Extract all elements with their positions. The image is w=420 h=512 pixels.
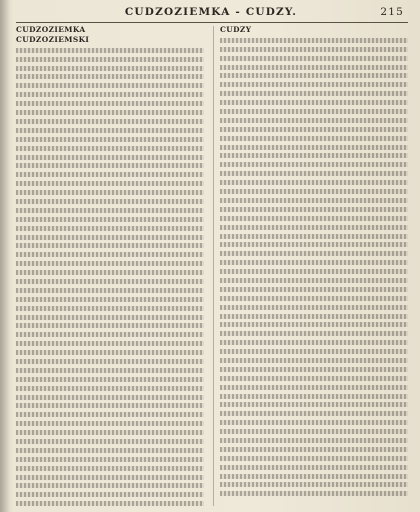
illegible-line xyxy=(16,410,204,419)
illegible-line xyxy=(220,374,408,383)
illegible-line xyxy=(220,196,408,205)
illegible-line xyxy=(16,490,204,499)
illegible-line xyxy=(220,80,408,89)
illegible-line xyxy=(220,143,408,152)
illegible-line xyxy=(16,46,204,55)
header-rule xyxy=(16,22,408,23)
illegible-line xyxy=(220,71,408,80)
illegible-line xyxy=(16,321,204,330)
illegible-line xyxy=(16,286,204,295)
illegible-line xyxy=(16,241,204,250)
illegible-line xyxy=(16,126,204,135)
illegible-line xyxy=(220,249,408,258)
illegible-line xyxy=(16,72,204,81)
illegible-line xyxy=(220,400,408,409)
illegible-line xyxy=(16,401,204,410)
illegible-line xyxy=(220,45,408,54)
illegible-line xyxy=(16,428,204,437)
illegible-line xyxy=(220,383,408,392)
illegible-line xyxy=(220,489,408,498)
illegible-line xyxy=(16,481,204,490)
illegible-line xyxy=(16,313,204,322)
illegible-line xyxy=(220,480,408,489)
running-head xyxy=(16,6,408,22)
illegible-line xyxy=(16,419,204,428)
illegible-body-text xyxy=(16,46,204,506)
illegible-line xyxy=(220,418,408,427)
illegible-line xyxy=(16,295,204,304)
illegible-line xyxy=(220,151,408,160)
illegible-line xyxy=(220,134,408,143)
illegible-line xyxy=(220,445,408,454)
illegible-line xyxy=(220,285,408,294)
illegible-line xyxy=(16,153,204,162)
illegible-line xyxy=(16,339,204,348)
illegible-line xyxy=(220,63,408,72)
illegible-line xyxy=(16,473,204,482)
illegible-line xyxy=(220,116,408,125)
illegible-line xyxy=(220,54,408,63)
illegible-line xyxy=(220,454,408,463)
illegible-line xyxy=(220,312,408,321)
illegible-line xyxy=(220,267,408,276)
illegible-line xyxy=(16,188,204,197)
entry-headword: CUDZY xyxy=(220,26,252,34)
illegible-line xyxy=(16,277,204,286)
illegible-line xyxy=(16,99,204,108)
gutter-shadow xyxy=(0,0,10,512)
illegible-line xyxy=(16,224,204,233)
illegible-line xyxy=(220,232,408,241)
illegible-line xyxy=(220,125,408,134)
illegible-line xyxy=(16,81,204,90)
illegible-line xyxy=(220,436,408,445)
illegible-line xyxy=(220,472,408,481)
illegible-line xyxy=(16,161,204,170)
illegible-line xyxy=(220,409,408,418)
illegible-line xyxy=(16,90,204,99)
illegible-line xyxy=(16,233,204,242)
illegible-line xyxy=(16,464,204,473)
illegible-line xyxy=(220,214,408,223)
illegible-line xyxy=(16,206,204,215)
illegible-line xyxy=(16,215,204,224)
illegible-line xyxy=(220,338,408,347)
running-title: CUDZOZIEMKA - CUDZY. xyxy=(124,6,298,18)
illegible-line xyxy=(16,144,204,153)
illegible-line xyxy=(220,320,408,329)
illegible-line xyxy=(220,89,408,98)
illegible-line xyxy=(16,455,204,464)
illegible-line xyxy=(16,250,204,259)
illegible-line xyxy=(16,393,204,402)
illegible-line xyxy=(16,268,204,277)
illegible-line xyxy=(220,294,408,303)
illegible-line xyxy=(220,303,408,312)
illegible-line xyxy=(220,107,408,116)
illegible-line xyxy=(220,365,408,374)
illegible-line xyxy=(220,392,408,401)
illegible-line xyxy=(220,223,408,232)
illegible-line xyxy=(16,197,204,206)
column-left xyxy=(16,26,204,506)
illegible-line xyxy=(16,330,204,339)
illegible-line xyxy=(16,179,204,188)
illegible-line xyxy=(16,357,204,366)
illegible-line xyxy=(220,178,408,187)
illegible-body-text xyxy=(220,36,408,498)
illegible-line xyxy=(16,384,204,393)
illegible-line xyxy=(220,205,408,214)
illegible-line xyxy=(16,64,204,73)
illegible-line xyxy=(16,117,204,126)
illegible-line xyxy=(16,375,204,384)
illegible-line xyxy=(220,329,408,338)
text-columns xyxy=(16,26,408,506)
illegible-line xyxy=(220,463,408,472)
entry-headword: CUDZOZIEMSKI xyxy=(16,34,90,44)
illegible-line xyxy=(16,499,204,506)
dictionary-entry xyxy=(220,26,408,35)
illegible-line xyxy=(220,347,408,356)
dictionary-entry xyxy=(16,26,204,35)
page-number: 215 xyxy=(380,6,404,18)
illegible-line xyxy=(220,258,408,267)
illegible-line xyxy=(220,36,408,45)
illegible-line xyxy=(16,304,204,313)
illegible-line xyxy=(220,276,408,285)
illegible-line xyxy=(16,348,204,357)
illegible-line xyxy=(16,55,204,64)
illegible-line xyxy=(16,135,204,144)
illegible-line xyxy=(16,366,204,375)
illegible-line xyxy=(220,160,408,169)
illegible-line xyxy=(220,356,408,365)
illegible-line xyxy=(16,446,204,455)
illegible-line xyxy=(220,187,408,196)
illegible-line xyxy=(16,170,204,179)
entry-headword: CUDZOZIEMKA xyxy=(16,26,86,34)
illegible-line xyxy=(220,240,408,249)
illegible-line xyxy=(220,169,408,178)
dictionary-entry xyxy=(16,36,204,45)
column-right xyxy=(213,26,408,506)
illegible-line xyxy=(16,259,204,268)
illegible-line xyxy=(220,98,408,107)
illegible-line xyxy=(220,427,408,436)
illegible-line xyxy=(16,108,204,117)
illegible-line xyxy=(16,437,204,446)
